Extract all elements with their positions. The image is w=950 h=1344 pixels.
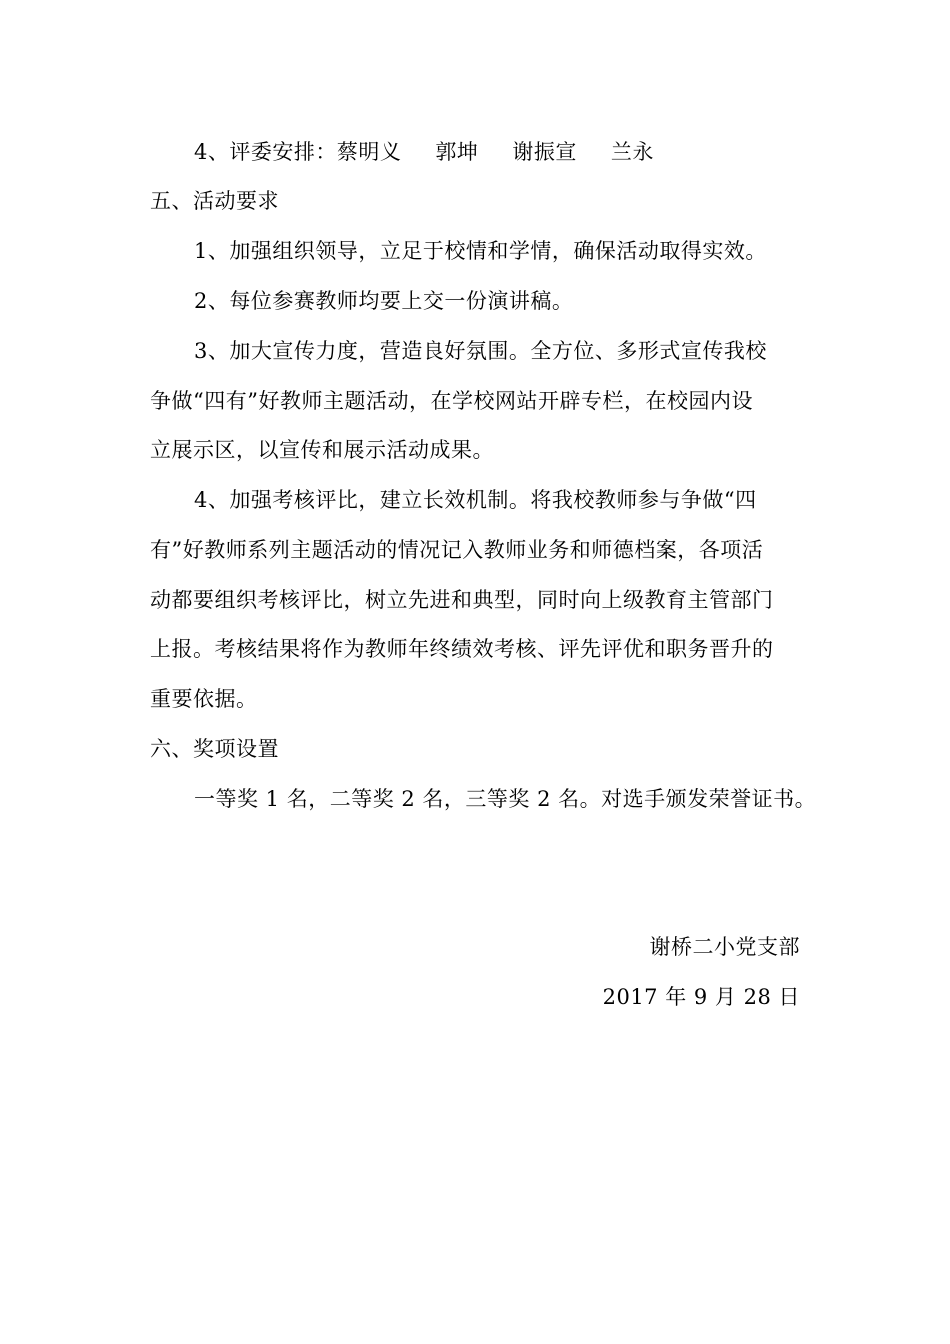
judges-line xyxy=(194,138,654,166)
judge-name: 谢振宣 xyxy=(512,140,577,164)
judge-name: 兰永 xyxy=(610,140,654,164)
section-heading-awards: 六、奖项设置 xyxy=(150,737,279,761)
signature-org: 谢桥二小党支部 xyxy=(649,935,800,959)
signature-date: 2017 年 9 月 28 日 xyxy=(602,985,800,1009)
requirement-item-1: 1、加强组织领导，立足于校情和学情，确保活动取得实效。 xyxy=(194,239,767,263)
judge-name: 蔡明义 xyxy=(336,140,402,164)
judges-prefix: 4、评委安排： xyxy=(194,140,337,164)
requirement-item-3-line: 争做“四有”好教师主题活动，在学校网站开辟专栏，在校园内设 xyxy=(150,389,753,413)
requirement-item-3-line: 3、加大宣传力度，营造良好氛围。全方位、多形式宣传我校 xyxy=(194,339,767,363)
requirement-item-4-line: 4、加强考核评比，建立长效机制。将我校教师参与争做“四 xyxy=(194,488,757,512)
requirement-item-4-line: 动都要组织考核评比，树立先进和典型，同时向上级教育主管部门 xyxy=(150,588,774,612)
requirement-item-2: 2、每位参赛教师均要上交一份演讲稿。 xyxy=(194,289,574,313)
requirement-item-4-line: 有”好教师系列主题活动的情况记入教师业务和师德档案，各项活 xyxy=(150,538,764,562)
section-heading-requirements: 五、活动要求 xyxy=(150,189,279,213)
requirement-item-4-line: 重要依据。 xyxy=(150,687,258,711)
awards-text: 一等奖 1 名，二等奖 2 名，三等奖 2 名。对选手颁发荣誉证书。 xyxy=(194,787,817,811)
requirement-item-4-line: 上报。考核结果将作为教师年终绩效考核、评先评优和职务晋升的 xyxy=(150,637,774,661)
requirement-item-3-line: 立展示区，以宣传和展示活动成果。 xyxy=(150,438,494,462)
judge-name: 郭坤 xyxy=(435,140,479,164)
